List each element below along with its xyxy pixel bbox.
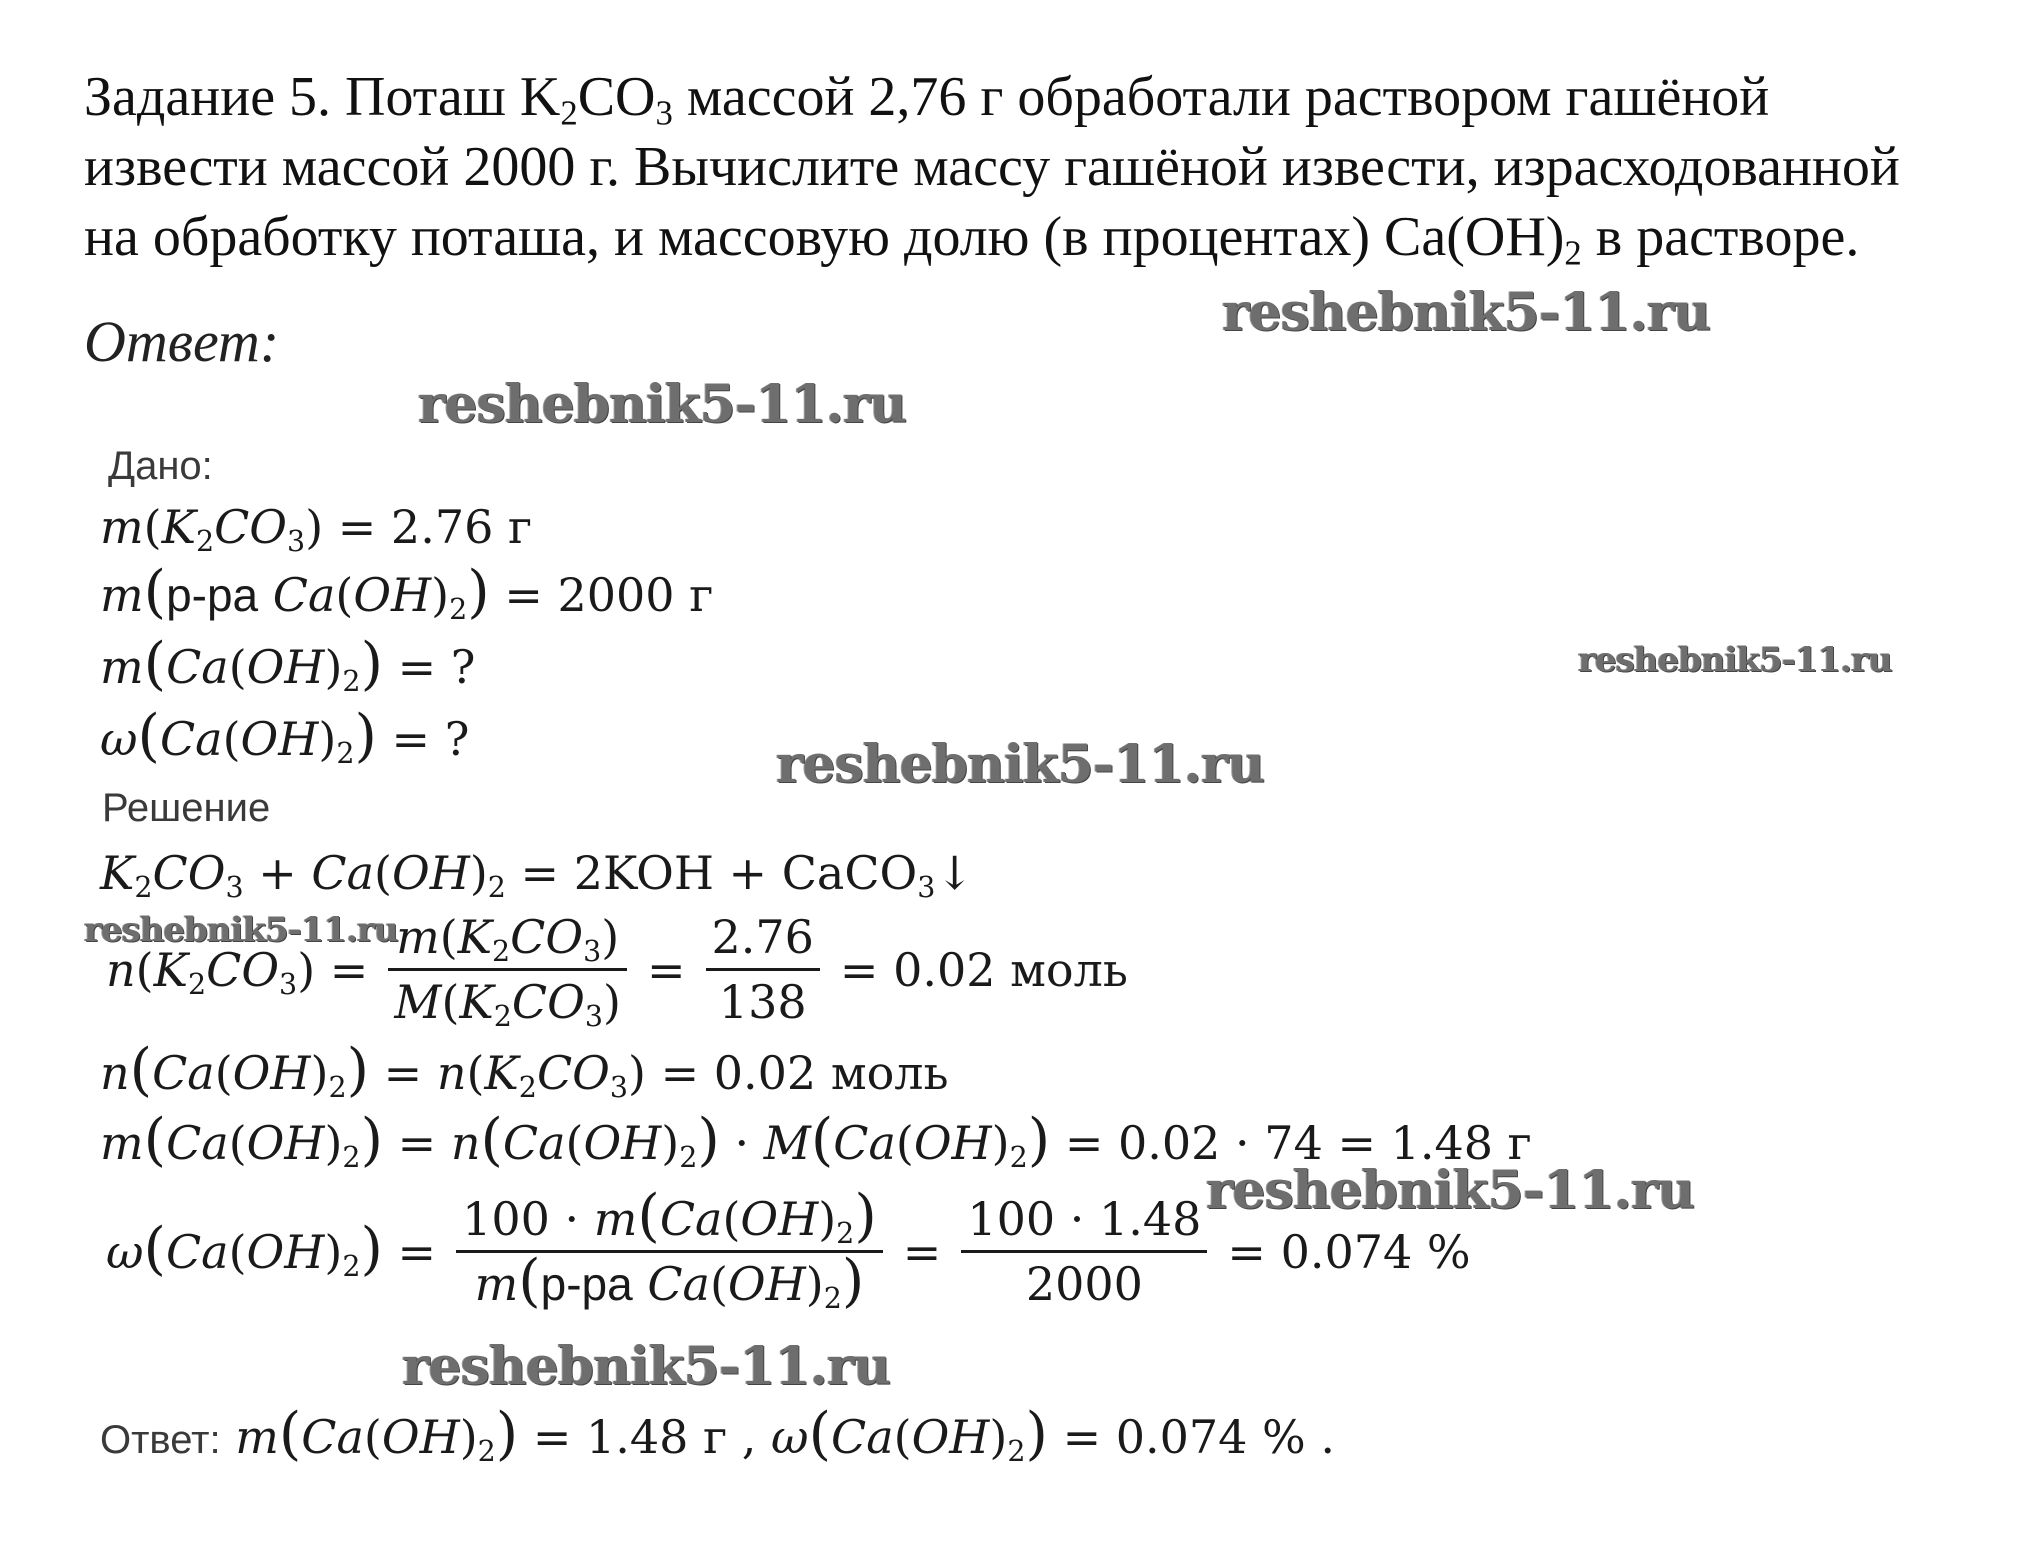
task-statement — [84, 62, 2014, 272]
task-line-1-prefix: Задание 5. Поташ K — [84, 66, 561, 128]
task-line-3-prefix: на обработку поташа, и массовую долю (в процентах) Ca(OH) — [84, 206, 1565, 268]
given-fraction-caoh2: $\omega(Ca(OH)_2)$ = ? — [100, 702, 470, 770]
fraction-caoh2-symbolic: $\frac{100 \cdot m(Ca(OH)_2)}{m(р-ра Ca(OH)_2)}$ — [456, 1188, 883, 1315]
final-fraction-value: = 0.074 % . — [1062, 1410, 1336, 1464]
task-line-2: извести массой 2000 г. Вычислите массу гашёной извести, израсходованной — [84, 136, 1900, 198]
given-mass-caoh2-value: = ? — [397, 640, 476, 694]
given-mass-solution-value: = 2000 г — [504, 568, 714, 622]
final-answer: Ответ: $m(Ca(OH)_2) = 1.48$ г , $\omega(Ca(OH)_2) = 0.074$ % . — [100, 1400, 1336, 1468]
task-line-1 — [84, 62, 2014, 132]
task-line-3-rest: в растворе. — [1581, 206, 1860, 268]
moles-k2co3-numeric-fraction — [706, 906, 820, 1033]
watermark: reshebnik5-11.ru — [418, 374, 907, 435]
subscript: 2 — [1564, 233, 1582, 273]
subscript: 3 — [655, 93, 673, 133]
watermark: reshebnik5-11.ru — [402, 1336, 891, 1397]
moles-k2co3-fraction: $\frac{m(K_2CO_3)}{M(K_2CO_3)}$ — [388, 906, 627, 1033]
given-mass-k2co3: $m(K_2CO_3) = 2.76$ г — [100, 500, 533, 558]
fraction-denominator: 2000 — [1025, 1257, 1143, 1311]
given-mass-k2co3-value: = 2.76 г — [337, 500, 533, 554]
watermark: reshebnik5-11.ru — [1578, 640, 1892, 680]
given-mass-solution: m(р-ра $Ca(OH)_2) = 2000$ г — [100, 558, 714, 626]
mass-caoh2-row: $m(Ca(OH)_2) = n(Ca(OH)_2) \cdot M(Ca(OH)_2) = 0.02 \cdot 74 = 1.48$ г — [100, 1106, 1532, 1174]
moles-caoh2-row: $n(Ca(OH)_2) = n(K_2CO_3) = 0.02$ моль — [100, 1036, 949, 1104]
reaction-rhs: = 2KOH + CaCO — [520, 846, 918, 900]
fraction-numerator: 100 · 1.48 — [967, 1192, 1202, 1246]
final-mass-value: = 1.48 г , — [532, 1410, 757, 1464]
given-fraction-caoh2-value: = ? — [391, 712, 470, 766]
solution-label: Решение — [102, 786, 271, 830]
answer-heading: Ответ: — [84, 309, 280, 374]
moles-k2co3-row: $n(K_2CO_3)$ = $\frac{m(K_2CO_3)}{M(K_2CO_3)}$ = $\frac{2.76}{138}$ = 0.02 моль — [100, 906, 1134, 1033]
moles-caoh2-result: = 0.02 моль — [660, 1046, 949, 1100]
given-label: Дано: — [108, 444, 213, 488]
reaction-equation: $K_2CO_3 + Ca(OH)_2 = 2KOH$ + CaCO$_3$↓ — [100, 846, 974, 904]
solution-abbrev: р-ра — [166, 569, 259, 621]
task-line-3 — [84, 202, 2014, 272]
fraction-denominator: 138 — [718, 975, 807, 1029]
given-mass-caoh2: $m(Ca(OH)_2)$ = ? — [100, 630, 476, 698]
fraction-numerator: 2.76 — [711, 910, 814, 964]
task-line-1-rest: массой 2,76 г обработали раствором гашёной — [672, 66, 1770, 128]
moles-k2co3-result: = 0.02 моль — [839, 942, 1128, 997]
subscript: 2 — [560, 93, 578, 133]
watermark: reshebnik5-11.ru — [1222, 282, 1711, 343]
fraction-caoh2-result: = 0.074 % — [1227, 1224, 1471, 1279]
final-answer-label: Ответ: — [100, 1418, 221, 1462]
solution-abbrev: р-ра — [540, 1258, 633, 1310]
watermark: reshebnik5-11.ru — [776, 734, 1265, 795]
task-line-1-mid: CO — [577, 66, 656, 128]
mass-caoh2-result: = 0.02 · 74 = 1.48 г — [1064, 1116, 1532, 1170]
precipitate-arrow: ↓ — [935, 846, 974, 900]
watermark: reshebnik5-11.ru — [1206, 1160, 1695, 1221]
watermark: reshebnik5-11.ru — [84, 910, 398, 950]
fraction-caoh2-row: $\omega(Ca(OH)_2)$ = $\frac{100 \cdot m(Ca(OH)_2)}{m(р-ра Ca(OH)_2)}$ = $\frac{100 \cdot 1.48}{2000}$ = 0.074 % — [106, 1182, 1471, 1315]
fraction-caoh2-numeric — [961, 1188, 1207, 1315]
